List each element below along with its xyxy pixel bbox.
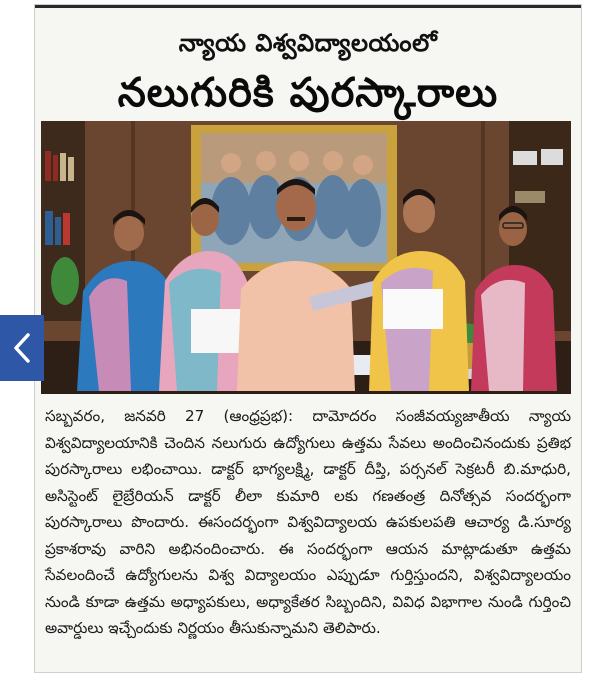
newspaper-clipping <box>34 4 582 673</box>
article-body <box>45 403 571 642</box>
article-headline: నలుగురికి పురస్కారాలు <box>117 70 499 116</box>
previous-button[interactable] <box>0 315 44 381</box>
article-photo <box>41 121 571 394</box>
article-subheading: న్యాయ విశ్వవిద్యాలయంలో <box>178 29 438 57</box>
top-rule <box>35 5 581 8</box>
article-body-text: సబ్బవరం, జనవరి 27 (ఆంధ్రప్రభ): దామోదరం సంజీవయ్యజాతీయ న్యాయ విశ్వవిద్యాలయానికి చెందిన నలుగురు ఉద్యోగులు ఉత్తమ సేవలు అందించినందుకు ప్రతిభ పురస్కారాలు లభించాయి. డాక్టర్ భాగ్యలక్ష్మి, డాక్టర్ దీప్తి, పర్సనల్ సెక్రటరీ బి.మాధురి, అసిస్టెంట్ లైబ్రేరియన్ డాక్టర్ లీలా కుమారి లకు గణతంత్ర దినోత్సవ సందర్భంగా పురస్కారాలు పొందారు. ఈసందర్భంగా విశ్వవిద్యాలయ ఉపకులపతి ఆచార్య డి.సూర్య ప్రకాశరావు వారిని అభినందించారు. ఈ సందర్భంగా ఆయన మాట్లాడుతూ ఉత్తమ సేవలందించే ఉద్యోగులను విశ్వ విద్యాలయం ఎప్పుడూ గుర్తిస్తుందని, విశ్వవిద్యాలయం నుండి కూడా ఉత్తమ అధ్యాపకులు, అధ్యాకేతర సిబ్బందిని, వివిధ విభాగాల నుండి గుర్తించి అవార్డులు ఇచ్చేందుకు నిర్ణయం తీసుకున్నామని తెలిపారు. <box>45 407 571 637</box>
chevron-left-icon <box>10 332 34 364</box>
